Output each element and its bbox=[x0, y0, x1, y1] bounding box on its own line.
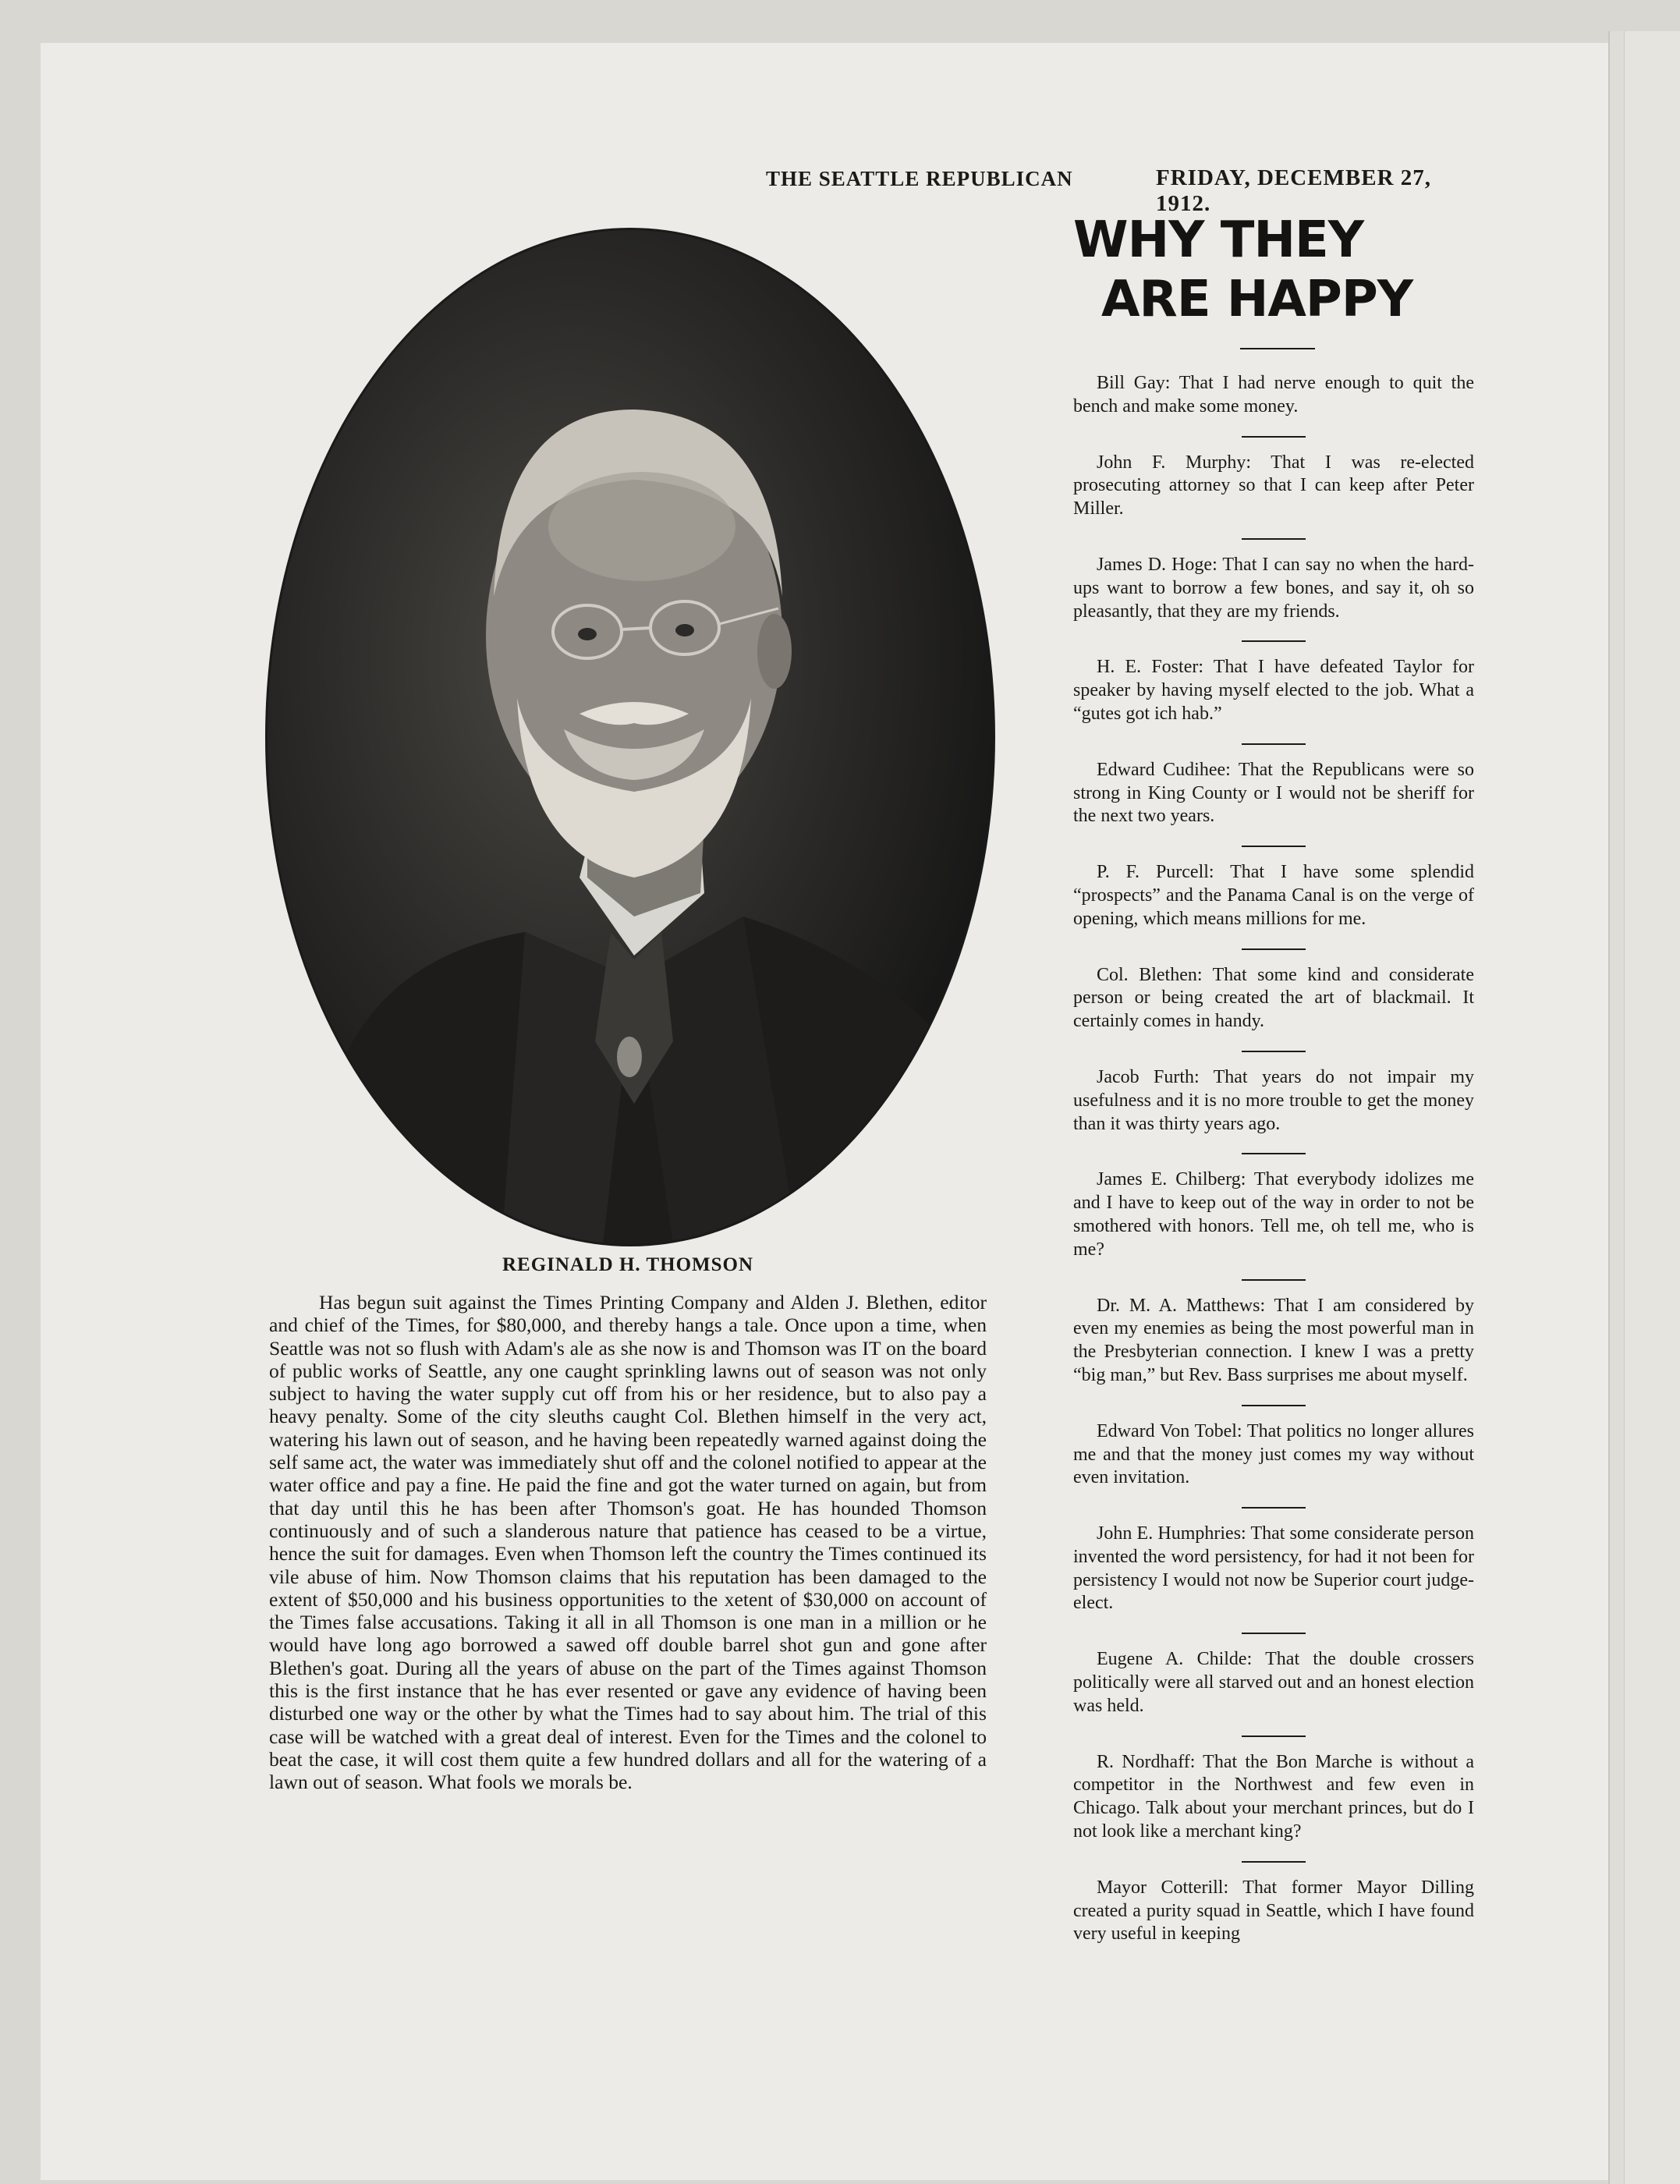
happy-entry: P. F. Purcell: That I have some splendid “prospects” and the Panama Canal is on the verge of opening, which means millions for me. bbox=[1073, 862, 1474, 929]
happy-entry: Jacob Furth: That years do not impair my usefulness and it is no more trouble to get the money than it was thirty years ago. bbox=[1073, 1066, 1474, 1134]
entry-separator bbox=[1242, 1153, 1306, 1154]
portrait-illustration bbox=[268, 230, 993, 1244]
entry-separator bbox=[1242, 640, 1306, 642]
headline-rule bbox=[1240, 348, 1315, 349]
portrait-photo bbox=[265, 228, 995, 1246]
headline-line-1: WHY THEY bbox=[1073, 211, 1364, 269]
entry-separator bbox=[1242, 1861, 1306, 1863]
adjacent-page-inner bbox=[1624, 31, 1680, 2184]
entry-separator bbox=[1242, 1736, 1306, 1737]
happy-entry: James E. Chilberg: That everybody idolizes me and I have to keep out of the way in order to not be smothered with honors. Tell me, oh tell me, who is me? bbox=[1073, 1169, 1474, 1260]
happy-entry: Bill Gay: That I had nerve enough to quit the bench and make some money. bbox=[1073, 373, 1474, 417]
entry-separator bbox=[1242, 538, 1306, 540]
entry-separator bbox=[1242, 436, 1306, 438]
happy-entry: Dr. M. A. Matthews: That I am considered by even my enemies as being the most powerful man in the Presbyterian connection. I knew I was a pretty “big man,” but Rev. Bass surprises me about myself. bbox=[1073, 1295, 1474, 1385]
entry-separator bbox=[1242, 1405, 1306, 1406]
happy-entry: John F. Murphy: That I was re-elected prosecuting attorney so that I can keep after Peter Miller. bbox=[1073, 452, 1474, 519]
happy-entry: H. E. Foster: That I have defeated Taylor for speaker by having myself elected to the job. What a “gutes got ich hab.” bbox=[1073, 657, 1474, 724]
entry-separator bbox=[1242, 1279, 1306, 1281]
happy-entry: Edward Cudihee: That the Republicans were so strong in King County or I would not be sheriff for the next two years. bbox=[1073, 759, 1474, 827]
portrait-caption: REGINALD H. THOMSON bbox=[502, 1254, 754, 1275]
happy-entry: John E. Humphries: That some considerate person invented the word persistency, for had it not been for persistency I would not now be Superior court judge-elect. bbox=[1073, 1523, 1474, 1614]
publication-name: THE SEATTLE REPUBLICAN bbox=[766, 167, 1073, 190]
happy-entry: Col. Blethen: That some kind and considerate person or being created the art of blackmail. It certainly comes in handy. bbox=[1073, 964, 1474, 1032]
why-they-are-happy-column bbox=[1073, 372, 1474, 1946]
issue-date: FRIDAY, DECEMBER 27, 1912. bbox=[1156, 165, 1432, 216]
adjacent-page-edge bbox=[1608, 31, 1680, 2184]
entry-separator bbox=[1242, 948, 1306, 950]
headline bbox=[1073, 211, 1494, 329]
entry-separator bbox=[1242, 1633, 1306, 1634]
entry-separator bbox=[1242, 1051, 1306, 1052]
entry-separator bbox=[1242, 743, 1306, 745]
article-body: Has begun suit against the Times Printing Company and Alden J. Blethen, editor and chief of the Times, for $80,000, and thereby hangs a tale. Once upon a time, when Seattle was not so flush with Adam's ale as she now is and Thomson was IT on the board of public works of Seattle, any one caught sprinkling lawns out of season was not only subject to having the water supply cut off from his or her residence, but to also pay a heavy penalty. Some of the city sleuths caught Col. Blethen himself in the very act, watering his lawn out of season, and he having been repeatedly warned against doing the self same act, the water was immediately shut off and the colonel notified to appear at the water office and pay a fine. He paid the fine and got the water turned on again, but from that day until this he has been after Thomson's goat. He has hounded Thomson continuously and of such a slanderous nature that patience has ceased to be a virtue, hence the suit for damages. Even when Thomson left the country the Times continued its vile abuse of him. Now Thomson claims that his reputation has been damaged to the extent of $50,000 and his business opportunities to the xetent of $30,000 on account of the Times false accusations. Taking it all in all Thomson is one man in a million or he would have long ago borrowed a sawed off double barrel shot gun and gone after Blethen's goat. During all the years of abuse on the part of the Times against Thomson this is the first instance that he has ever resented or gave any evidence of having been disturbed one way or the other by what the Times had to say about him. The trial of this case will be watched with a great deal of interest. Even for the Times and the colonel to beat the case, it will cost them quite a few hundred dollars and all for the watering of a lawn out of season. What fools we morals be. bbox=[269, 1291, 987, 1794]
entry-separator bbox=[1242, 1507, 1306, 1509]
happy-entry: Eugene A. Childe: That the double crossers politically were all starved out and an honest election was held. bbox=[1073, 1649, 1474, 1716]
headline-line-2: ARE HAPPY bbox=[1101, 271, 1413, 328]
happy-entry: R. Nordhaff: That the Bon Marche is without a competitor in the Northwest and few even in Chicago. Talk about your merchant princes, but do I not look like a merchant king? bbox=[1073, 1751, 1474, 1842]
happy-entry: James D. Hoge: That I can say no when the hard-ups want to borrow a few bones, and say it, oh so pleasantly, that they are my friends. bbox=[1073, 554, 1474, 622]
entry-separator bbox=[1242, 846, 1306, 847]
happy-entry: Mayor Cotterill: That former Mayor Dilling created a purity squad in Seattle, which I have found very useful in keeping bbox=[1073, 1877, 1474, 1945]
happy-entry: Edward Von Tobel: That politics no longer allures me and that the money just comes my way without even invitation. bbox=[1073, 1420, 1474, 1488]
